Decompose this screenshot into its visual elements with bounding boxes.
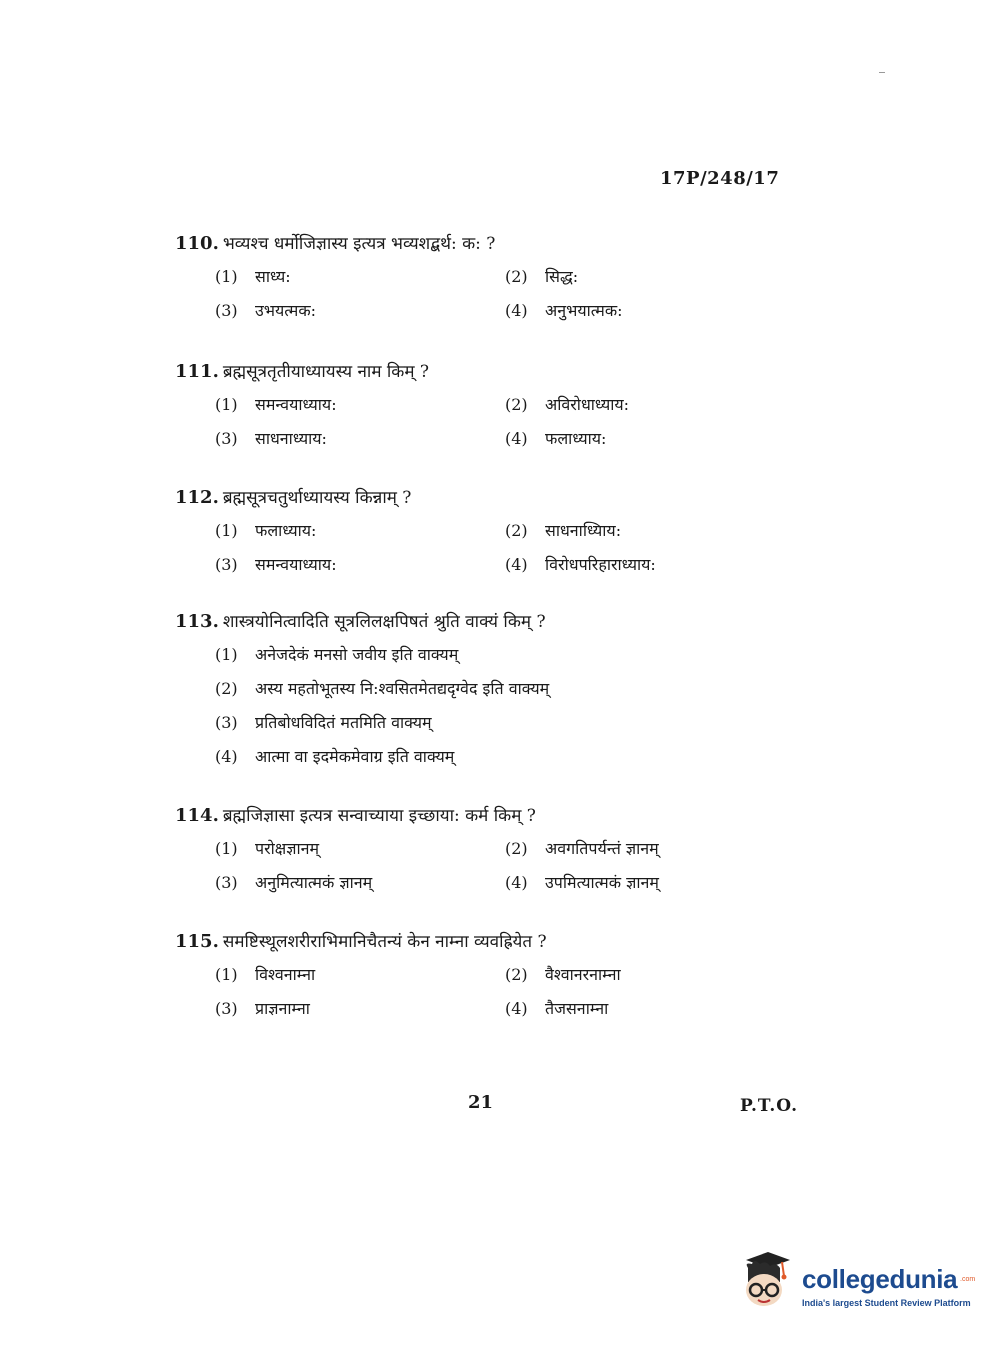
option-text: अस्य महतोभूतस्य नि:श्वसितमेतद्यदृग्वेद इति वाक्यम् xyxy=(255,679,550,698)
question-112 xyxy=(175,486,795,588)
options xyxy=(215,964,795,1032)
option-3 xyxy=(215,872,505,906)
question-stem: ब्रह्मजिज्ञासा इत्यत्र सन्वाच्याया इच्छाया: कर्म किम् ? xyxy=(222,806,536,826)
option-number: (1) xyxy=(215,645,238,664)
option-1 xyxy=(215,520,505,554)
pto-label: P.T.O. xyxy=(740,1096,798,1116)
logo-tagline: India's largest Student Review Platform xyxy=(802,1298,971,1308)
option-2 xyxy=(505,838,795,872)
question-number: 114. xyxy=(175,805,219,826)
option-text: आत्मा वा इदमेकमेवाग्र इति वाक्यम् xyxy=(255,747,455,766)
option-text: वैश्वानरनाम्ना xyxy=(545,965,621,984)
question-number: 115. xyxy=(175,931,219,952)
question-number: 113. xyxy=(175,611,219,632)
question-text xyxy=(175,804,795,828)
option-number: (3) xyxy=(215,301,238,320)
option-number: (3) xyxy=(215,873,238,892)
mascot-icon xyxy=(738,1252,798,1316)
option-text: प्रतिबोधविदितं मतमिति वाक्यम् xyxy=(255,713,432,732)
option-text: परोक्षज्ञानम् xyxy=(255,839,320,858)
option-1 xyxy=(215,644,795,678)
question-text xyxy=(175,930,795,954)
option-number: (4) xyxy=(215,747,238,766)
question-114 xyxy=(175,804,795,906)
option-1 xyxy=(215,394,505,428)
option-3 xyxy=(215,554,505,588)
option-text: साधनाध्याय: xyxy=(255,429,327,448)
option-number: (1) xyxy=(215,395,238,414)
question-text xyxy=(175,232,795,256)
option-text: साधनाध्यिाय: xyxy=(545,521,622,540)
page-number: 21 xyxy=(468,1092,494,1113)
option-number: (2) xyxy=(505,521,528,540)
logo-wordmark: collegedunia xyxy=(802,1264,958,1294)
option-number: (3) xyxy=(215,555,238,574)
question-110 xyxy=(175,232,795,334)
option-text: समन्वयाध्याय: xyxy=(255,555,337,574)
question-stem: समष्टिस्थूलशरीराभिमानिचैतन्यं केन नाम्ना व्यवह्रियेत ? xyxy=(222,932,547,952)
paper-code: 17P/248/17 xyxy=(660,168,780,189)
options xyxy=(215,644,795,780)
question-number: 110. xyxy=(175,233,219,254)
option-2 xyxy=(505,520,795,554)
question-115 xyxy=(175,930,795,1032)
option-3 xyxy=(215,998,505,1032)
option-4 xyxy=(505,428,795,462)
option-number: (2) xyxy=(505,965,528,984)
logo-domain: .com xyxy=(960,1276,976,1283)
option-1 xyxy=(215,266,505,300)
option-text: फलाध्याय: xyxy=(545,429,607,448)
option-text: अनुमित्यात्मकं ज्ञानम् xyxy=(255,873,373,892)
option-text: प्राज्ञनाम्ना xyxy=(255,999,310,1018)
options xyxy=(215,838,795,906)
option-4 xyxy=(215,746,795,780)
option-number: (3) xyxy=(215,999,238,1018)
option-text: विरोधपरिहाराध्याय: xyxy=(545,555,656,574)
option-number: (2) xyxy=(505,395,528,414)
question-113 xyxy=(175,610,795,780)
option-2 xyxy=(505,964,795,998)
option-1 xyxy=(215,838,505,872)
option-number: (4) xyxy=(505,429,528,448)
option-text: अविरोधाध्याय: xyxy=(545,395,630,414)
option-number: (3) xyxy=(215,429,238,448)
option-number: (3) xyxy=(215,713,238,732)
question-text xyxy=(175,610,795,634)
option-number: (4) xyxy=(505,999,528,1018)
option-3 xyxy=(215,428,505,462)
question-stem: ब्रह्मसूत्रतृतीयाध्यायस्य नाम किम् ? xyxy=(222,362,430,382)
option-4 xyxy=(505,872,795,906)
scan-speck xyxy=(879,72,885,73)
question-111 xyxy=(175,360,795,462)
collegedunia-logo xyxy=(738,1250,978,1320)
option-2 xyxy=(505,394,795,428)
option-3 xyxy=(215,712,795,746)
option-number: (1) xyxy=(215,267,238,286)
question-stem: शास्त्रयोनित्वादिति सूत्रलिलक्षपिषतं श्रुति वाक्यं किम् ? xyxy=(222,612,546,632)
option-number: (2) xyxy=(505,839,528,858)
option-number: (1) xyxy=(215,521,238,540)
option-text: उपमित्यात्मकं ज्ञानम् xyxy=(545,873,659,892)
option-number: (4) xyxy=(505,301,528,320)
option-number: (2) xyxy=(505,267,528,286)
option-text: अवगतिपर्यन्तं ज्ञानम् xyxy=(545,839,659,858)
option-text: विश्वनाम्ना xyxy=(255,965,316,984)
option-number: (2) xyxy=(215,679,238,698)
option-number: (4) xyxy=(505,555,528,574)
option-number: (1) xyxy=(215,839,238,858)
option-1 xyxy=(215,964,505,998)
option-text: फलाध्याय: xyxy=(255,521,317,540)
option-text: सिद्ध: xyxy=(545,267,579,286)
question-stem: ब्रह्मसूत्रचतुर्थाध्यायस्य किन्नाम् ? xyxy=(222,488,412,508)
options xyxy=(215,266,795,334)
option-text: अनेजदेकं मनसो जवीय इति वाक्यम् xyxy=(255,645,459,664)
option-2 xyxy=(215,678,795,712)
option-text: समन्वयाध्याय: xyxy=(255,395,337,414)
option-4 xyxy=(505,998,795,1032)
option-text: उभयत्मक: xyxy=(255,301,317,320)
option-number: (4) xyxy=(505,873,528,892)
question-text xyxy=(175,486,795,510)
question-number: 111. xyxy=(175,361,219,382)
option-text: अनुभयात्मक: xyxy=(545,301,623,320)
option-number: (1) xyxy=(215,965,238,984)
question-stem: भव्यश्च धर्मोजिज्ञास्य इत्यत्र भव्यशद्बर्थ: क: ? xyxy=(222,234,496,254)
options xyxy=(215,520,795,588)
option-4 xyxy=(505,554,795,588)
option-text: तैजसनाम्ना xyxy=(545,999,609,1018)
question-number: 112. xyxy=(175,487,219,508)
option-text: साध्य: xyxy=(255,267,291,286)
option-3 xyxy=(215,300,505,334)
option-2 xyxy=(505,266,795,300)
option-4 xyxy=(505,300,795,334)
options xyxy=(215,394,795,462)
question-text xyxy=(175,360,795,384)
